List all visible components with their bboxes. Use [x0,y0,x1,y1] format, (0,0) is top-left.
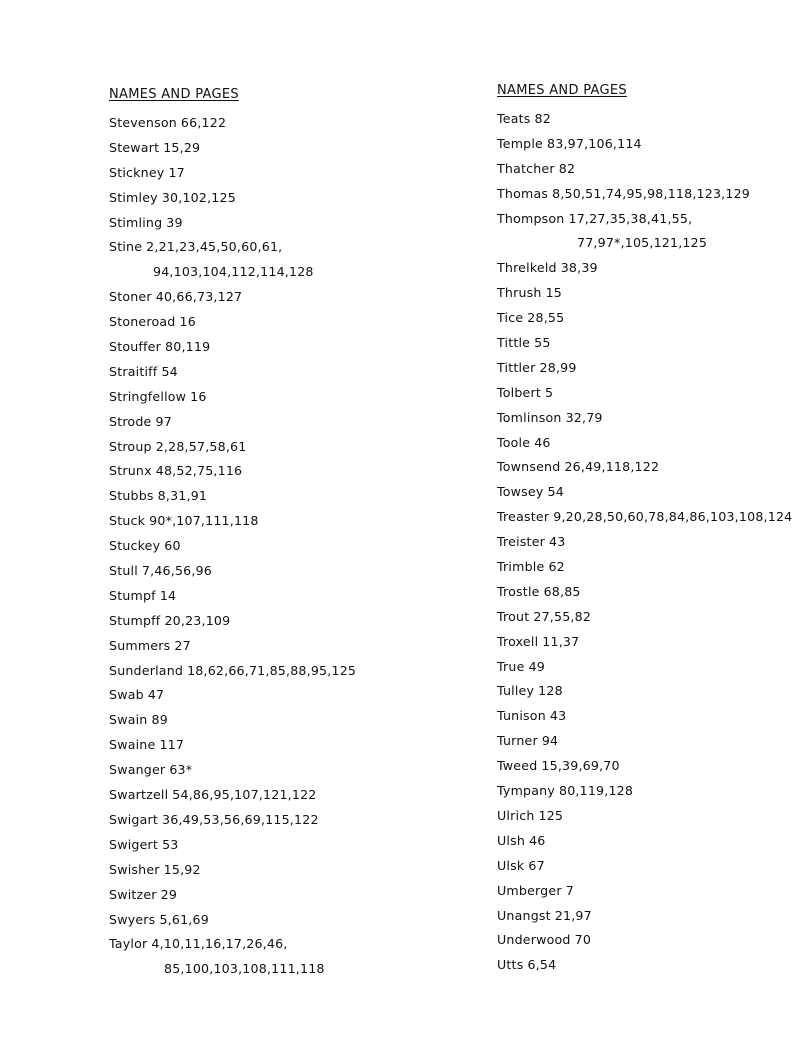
index-entry [109,537,356,562]
index-entry [109,761,356,786]
index-entry [109,388,356,413]
entry-pages: 4,10,11,16,17,26,46, [151,936,288,952]
entry-name: Stull [109,563,138,579]
entry-name: Summers [109,637,171,653]
entry-pages: 26,49,118,122 [564,459,660,475]
entry-pages: 40,66,73,127 [155,289,243,305]
entry-pages: 29 [160,886,178,902]
entry-pages: 89 [151,712,168,728]
entry-pages: 85,100,103,108,111,118 [164,961,325,977]
index-entry [109,438,356,463]
index-entry [497,458,792,483]
entry-name: Temple [497,135,544,151]
entry-name: Stuckey [109,538,161,554]
entry-pages: 46 [529,832,546,848]
entry-name: Towsey [497,484,544,500]
index-entry [497,658,792,683]
right-column-heading: NAMES AND PAGES [497,83,627,98]
entry-pages: 16 [190,388,207,404]
entry-pages: 54 [547,484,564,500]
index-entry [497,384,792,409]
entry-name: Ulrich [497,807,535,823]
entry-name: Stringfellow [109,388,187,404]
entry-name: Thompson [497,210,565,226]
entry-name: Stewart [109,139,160,155]
left-entry-list [109,114,356,985]
entry-pages: 70 [574,932,592,948]
entry-name: Stoner [109,289,152,305]
entry-pages: 62 [548,559,565,575]
entry-name: Stouffer [109,339,162,355]
left-column-heading: NAMES AND PAGES [109,87,239,102]
entry-pages: 68,85 [543,583,581,599]
entry-name: Switzer [109,886,157,902]
index-entry [109,512,356,537]
index-entry [109,139,356,164]
entry-pages: 63* [169,762,193,778]
entry-name: Tomlinson [497,409,562,425]
entry-pages: 14 [159,587,177,603]
entry-name: Thatcher [497,160,555,176]
index-entry [109,164,356,189]
index-entry [497,135,792,160]
index-entry [497,583,792,608]
index-entry [497,359,792,384]
index-entry [497,907,792,932]
entry-name: Ulsk [497,857,525,873]
entry-name: Unangst [497,907,551,923]
entry-name: Trostle [497,583,540,599]
entry-pages: 17 [168,164,185,180]
entry-pages: 15 [545,285,563,301]
entry-name: Stickney [109,164,165,180]
entry-name: Swaine [109,737,156,753]
index-entry-continuation [109,263,356,288]
index-entry [497,483,792,508]
entry-name: Tolbert [497,384,542,400]
entry-pages: 30,102,125 [161,189,236,205]
entry-pages: 43 [549,534,566,550]
entry-pages: 125 [538,807,564,823]
entry-pages: 8,50,51,74,95,98,118,123,129 [552,185,751,201]
entry-name: Stroup [109,438,152,454]
entry-pages: 2,21,23,45,50,60,61, [146,239,283,255]
index-entry [109,861,356,886]
index-entry [109,313,356,338]
entry-name: Stine [109,239,143,255]
index-entry [497,508,792,533]
entry-pages: 47 [147,687,165,703]
index-entry [497,434,792,459]
index-entry [497,259,792,284]
index-entry [497,732,792,757]
entry-name: Sunderland [109,662,184,678]
entry-pages: 48,52,75,116 [155,463,243,479]
index-entry [497,160,792,185]
right-entry-list [497,110,792,981]
entry-pages: 77,97*,105,121,125 [577,235,708,251]
entry-name: Swab [109,687,144,703]
entry-pages: 54 [161,363,178,379]
index-entry [497,533,792,558]
index-entry [109,886,356,911]
entry-pages: 8,31,91 [157,488,208,504]
index-entry [497,707,792,732]
entry-pages: 28,99 [539,359,577,375]
entry-name: Strode [109,413,152,429]
entry-pages: 32,79 [565,409,603,425]
entry-name: Stumpff [109,612,161,628]
entry-pages: 49 [528,658,545,674]
index-entry [109,911,356,936]
index-entry [497,185,792,210]
entry-pages: 80,119,128 [559,783,634,799]
entry-pages: 9,20,28,50,60,78,84,86,103,108,124 [553,509,793,525]
entry-pages: 67 [528,857,545,873]
entry-name: Tweed [497,758,538,774]
entry-name: Stevenson [109,115,177,130]
entry-pages: 20,23,109 [164,612,231,628]
index-entry [497,608,792,633]
entry-pages: 21,97 [554,907,592,923]
entry-name: Swanger [109,762,166,778]
index-entry [497,633,792,658]
index-entry [497,558,792,583]
entry-pages: 117 [159,737,185,753]
index-entry [109,562,356,587]
index-entry [109,786,356,811]
entry-pages: 82 [558,160,576,176]
entry-pages: 94 [541,733,559,749]
entry-pages: 5 [545,384,554,400]
index-entry [109,736,356,761]
entry-name: Tunison [497,708,546,724]
entry-name: Stimling [109,214,163,230]
entry-name: Tice [497,310,524,326]
entry-name: Treister [497,534,546,550]
entry-name: Threlkeld [497,260,557,276]
entry-pages: 53 [162,836,179,852]
entry-name: Stimley [109,189,158,205]
entry-pages: 5,61,69 [159,911,209,927]
index-entry [497,284,792,309]
entry-pages: 7,46,56,96 [141,563,213,579]
entry-name: Stuck [109,513,146,529]
entry-name: Swigart [109,811,159,827]
index-entry [109,214,356,239]
entry-pages: 16 [179,314,196,330]
entry-name: Turner [497,733,538,749]
index-entry [497,409,792,434]
entry-name: Swyers [109,911,156,927]
entry-name: Swain [109,712,148,728]
index-entry [109,487,356,512]
entry-name: Ulsh [497,832,526,848]
entry-pages: 17,27,35,38,41,55, [568,210,693,226]
index-entry [109,637,356,662]
entry-pages: 97 [155,413,172,429]
index-entry-continuation [497,234,792,259]
entry-name: Tympany [497,783,555,799]
entry-pages: 90*,107,111,118 [149,513,259,529]
entry-pages: 128 [538,683,563,699]
entry-name: Teats [497,111,531,126]
entry-name: Thrush [497,285,542,301]
entry-name: True [497,658,525,674]
entry-pages: 83,97,106,114 [547,135,642,151]
entry-pages: 55 [534,335,551,351]
entry-pages: 15,39,69,70 [541,758,620,774]
index-entry [497,832,792,857]
entry-pages: 6,54 [527,957,557,973]
entry-name: Trout [497,608,530,624]
entry-pages: 80,119 [165,339,211,355]
entry-pages: 7 [565,882,574,898]
index-entry [109,288,356,313]
index-entry [497,882,792,907]
index-entry [109,587,356,612]
entry-name: Townsend [497,459,561,475]
index-entry [109,238,356,263]
entry-name: Strunx [109,463,152,479]
entry-pages: 27 [174,637,191,653]
entry-name: Underwood [497,932,571,948]
entry-pages: 15,92 [163,861,201,877]
entry-name: Tittler [497,359,536,375]
entry-name: Thomas [497,185,549,201]
entry-pages: 38,39 [560,260,598,276]
index-entry [497,309,792,334]
entry-name: Swisher [109,861,160,877]
index-entry [497,110,792,135]
entry-name: Treaster [497,509,550,525]
index-entry [109,811,356,836]
entry-pages: 60 [164,538,181,554]
entry-name: Straitiff [109,363,158,379]
entry-name: Utts [497,957,524,973]
index-entry-continuation [109,960,356,985]
index-entry [109,686,356,711]
entry-pages: 15,29 [163,139,201,155]
entry-name: Swartzell [109,787,169,803]
entry-pages: 36,49,53,56,69,115,122 [162,811,319,827]
index-entry [109,338,356,363]
entry-pages: 39 [166,214,183,230]
entry-name: Tulley [497,683,535,699]
entry-name: Swigert [109,836,159,852]
entry-pages: 43 [549,708,567,724]
index-entry [109,612,356,637]
entry-name: Taylor [109,936,148,952]
entry-pages: 11,37 [542,633,580,649]
entry-name: Umberger [497,882,562,898]
index-entry [109,462,356,487]
index-entry [109,363,356,388]
index-entry [497,334,792,359]
entry-pages: 18,62,66,71,85,88,95,125 [187,662,357,678]
index-entry [109,413,356,438]
entry-pages: 54,86,95,107,121,122 [172,787,317,803]
index-entry [497,807,792,832]
entry-pages: 2,28,57,58,61 [155,438,247,454]
index-entry [109,935,356,960]
entry-name: Stumpf [109,587,156,603]
index-entry [109,662,356,687]
entry-name: Stubbs [109,488,154,504]
index-entry [497,757,792,782]
entry-name: Tittle [497,335,531,351]
index-entry [109,711,356,736]
entry-name: Stoneroad [109,314,176,330]
entry-pages: 46 [534,434,551,450]
index-entry [109,836,356,861]
entry-pages: 82 [534,111,551,126]
entry-pages: 66,122 [180,115,227,130]
entry-name: Troxell [497,633,539,649]
index-entry [497,956,792,981]
entry-pages: 27,55,82 [533,608,592,624]
entry-pages: 94,103,104,112,114,128 [153,264,314,280]
entry-name: Trimble [497,559,545,575]
index-entry [497,931,792,956]
index-entry [109,189,356,214]
index-entry [109,114,356,139]
index-entry [497,857,792,882]
entry-name: Toole [497,434,531,450]
index-entry [497,782,792,807]
entry-pages: 28,55 [527,310,565,326]
index-entry [497,682,792,707]
index-entry [497,210,792,235]
